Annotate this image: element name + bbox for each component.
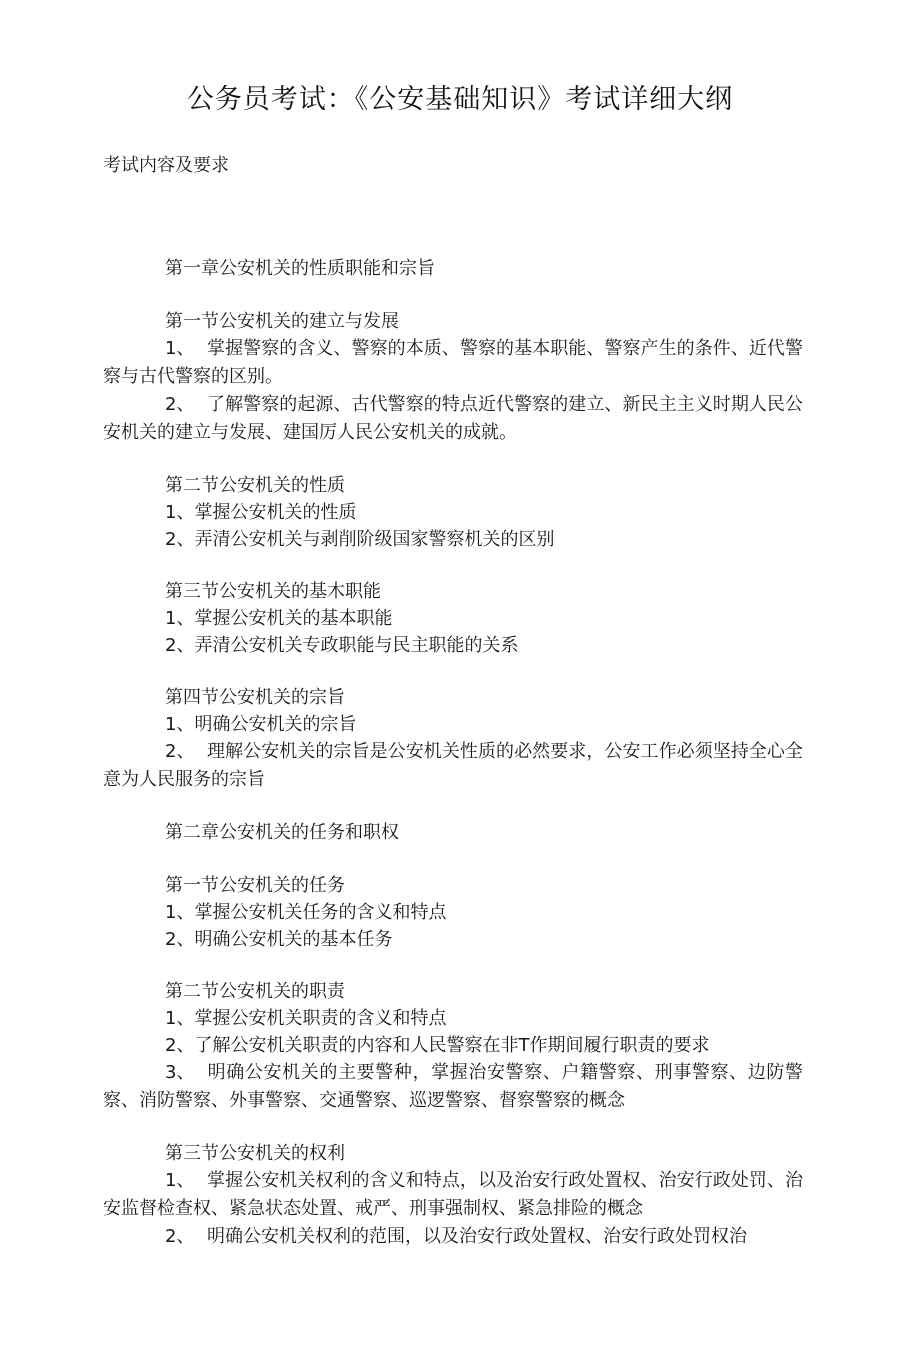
section-heading: 第二节公安机关的职责 (165, 981, 345, 1002)
page-subtitle: 考试内容及要求 (103, 155, 229, 176)
item-text: 了解警察的起源、古代警察的特点近代警察的建立、新民主主义时期人民公安机关的建立与发展、建国厉人民公安机关的成就。 (103, 394, 803, 443)
item-text: 掌握警察的含义、警察的本质、警察的基本职能、警察产生的条件、近代警察与古代警察的区别。 (103, 338, 803, 387)
outline-content (103, 255, 803, 1251)
item-text: 理解公安机关的宗旨是公安机关性质的必然要求，公安工作必须坚持全心全意为人民服务的宗旨 (103, 741, 803, 790)
outline-item (103, 1059, 803, 1115)
item-text: 明确公安机关的主要警种，掌握治安警察、户籍警察、刑事警察、边防警察、消防警察、外事警察、交通警察、巡逻警察、督察警察的概念 (103, 1062, 803, 1111)
item-number: 2、 (165, 741, 195, 762)
outline-item: 2、弄清公安机关专政职能与民主职能的关系 (165, 635, 519, 656)
item-number: 1、 (165, 1170, 195, 1191)
item-text: 明确公安机关权利的范围，以及治安行政处置权、治安行政处罚权治 (207, 1226, 747, 1247)
outline-item: 2、明确公安机关的基本任务 (165, 929, 393, 950)
chapter-heading: 第一章公安机关的性质职能和宗旨 (165, 258, 435, 279)
section-heading: 第三节公安机关的基木职能 (165, 581, 381, 602)
outline-item: 1、掌握公安机关的基本职能 (165, 608, 393, 629)
outline-item (103, 1223, 803, 1251)
item-number: 2、 (165, 394, 195, 415)
section-heading: 第一节公安机关的建立与发展 (165, 311, 399, 332)
outline-item (103, 391, 803, 447)
outline-item: 1、掌握公安机关的性质 (165, 502, 357, 523)
outline-item (103, 738, 803, 794)
item-number: 2、 (165, 1226, 195, 1247)
outline-item (103, 335, 803, 391)
item-number: 3、 (165, 1062, 195, 1083)
outline-item: 2、了解公安机关职责的内容和人民警察在非T作期间履行职责的要求 (165, 1035, 710, 1056)
chapter-heading: 第二章公安机关的任务和职权 (165, 822, 399, 843)
outline-item (103, 1167, 803, 1223)
item-number: 1、 (165, 338, 195, 359)
section-heading: 第一节公安机关的任务 (165, 875, 345, 896)
outline-item: 1、明确公安机关的宗旨 (165, 714, 357, 735)
outline-item: 1、掌握公安机关职责的含义和特点 (165, 1008, 447, 1029)
outline-item: 1、掌握公安机关任务的含义和特点 (165, 902, 447, 923)
outline-item: 2、弄清公安机关与剥削阶级国家警察机关的区别 (165, 529, 555, 550)
item-text: 掌握公安机关权利的含义和特点，以及治安行政处置权、治安行政处罚、治安监督检查权、紧急状态处置、戒严、刑事强制权、紧急排险的概念 (103, 1170, 803, 1219)
section-heading: 第二节公安机关的性质 (165, 475, 345, 496)
section-heading: 第四节公安机关的宗旨 (165, 687, 345, 708)
section-heading: 第三节公安机关的权利 (165, 1143, 345, 1164)
page-title: 公务员考试：《公安基础知识》考试详细大纲 (186, 84, 734, 115)
